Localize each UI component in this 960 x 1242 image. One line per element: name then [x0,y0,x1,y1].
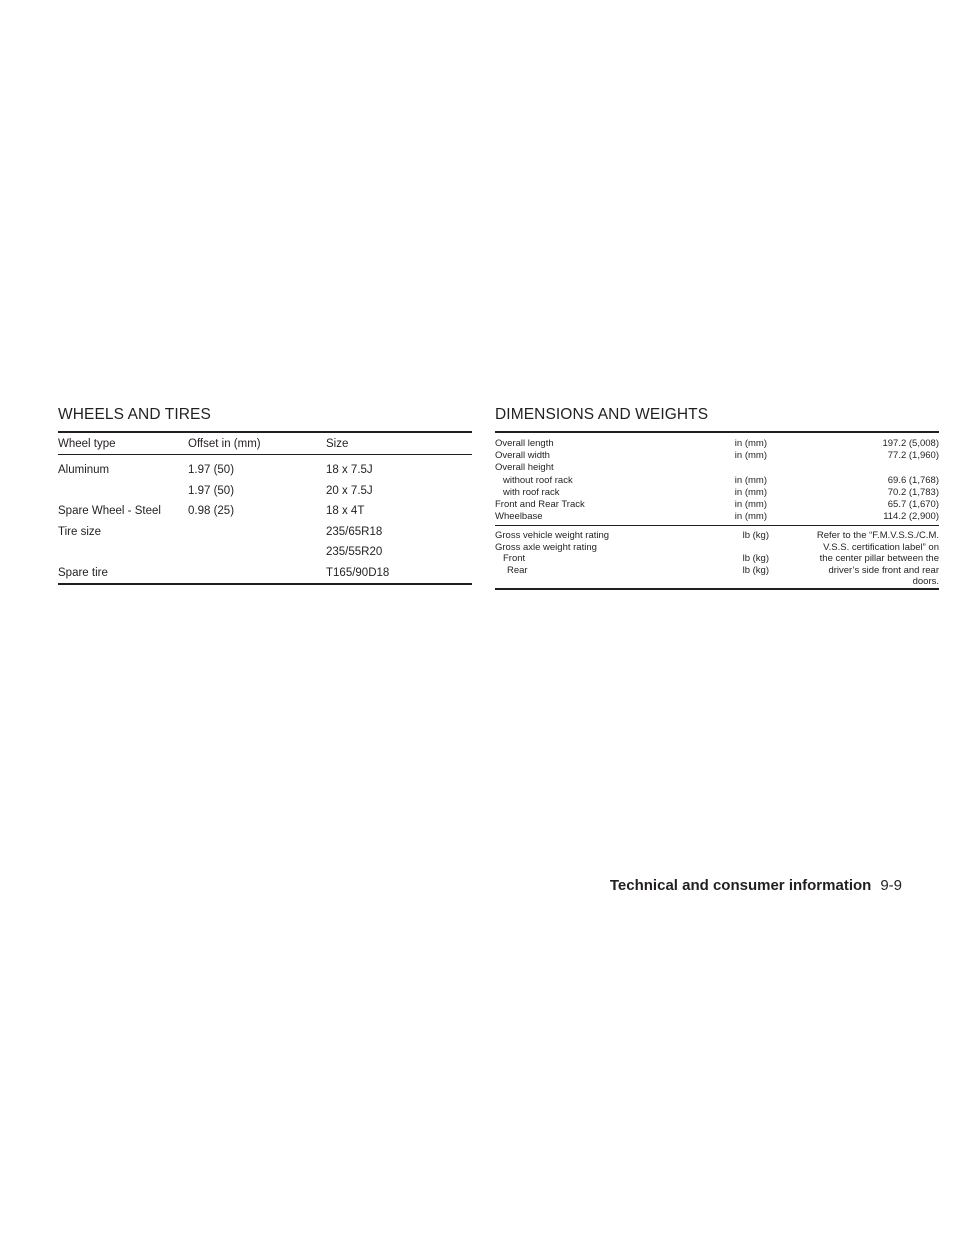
weights-labels [495,530,769,576]
wheel-type-cell [58,542,188,563]
dimension-value: 65.7 (1,670) [887,498,939,510]
offset-cell [188,522,326,543]
dimension-unit: in (mm) [734,498,767,510]
weights-block [495,526,939,590]
dimension-unit: in (mm) [734,450,767,462]
dimension-label: without roof rack [503,474,573,486]
size-cell: 18 x 7.5J [326,464,373,476]
weight-unit: lb (kg) [742,553,769,565]
weight-label: Gross axle weight rating [495,541,597,553]
dimensions-weights-table [495,431,939,590]
dimension-label: with roof rack [503,486,560,498]
size-cell: 235/65R18 [326,525,383,538]
table-row [58,563,472,585]
size-cell: T165/90D18 [326,563,472,585]
size-cell: 235/55R20 [326,546,383,558]
table-row [58,455,472,481]
weight-label: Gross vehicle weight rating [495,530,610,542]
table-row [495,487,939,499]
dimension-value: 114.2 (2,900) [883,511,939,523]
table-row [495,438,939,450]
note-line: the center pillar between the [819,553,939,565]
wheel-type-cell: Spare tire [58,563,188,585]
wheel-type-cell: Aluminum [58,464,110,476]
dimension-label: Overall height [495,462,554,474]
dimension-label: Wheelbase [495,511,543,523]
table-row [495,542,769,554]
dimension-unit: in (mm) [734,438,767,449]
table-row [58,542,472,563]
column-header-offset: Offset in (mm) [188,432,326,455]
offset-cell [188,542,326,563]
table-row [495,450,939,462]
size-cell: 18 x 4T [326,505,365,517]
weight-unit: lb (kg) [742,530,769,542]
wheel-type-cell: Spare Wheel - Steel [58,505,161,517]
table-row [495,565,769,577]
table-row [58,481,472,502]
wheel-type-cell [58,481,188,502]
weight-unit: lb (kg) [742,564,769,576]
table-row [495,499,939,511]
dimension-unit: in (mm) [734,474,767,486]
page-footer [610,877,902,894]
note-line: Refer to the “F.M.V.S.S./C.M. [816,530,939,542]
table-row [58,522,472,543]
note-line: V.S.S. certification label” on [823,541,939,553]
table-row [495,553,769,565]
size-cell: 20 x 7.5J [326,484,373,497]
table-row [58,501,472,522]
note-line: doors. [912,576,939,588]
table-row [495,530,769,542]
dimensions-block [495,433,939,526]
dimension-unit: in (mm) [734,486,767,498]
table-row [495,462,939,474]
offset-cell [188,563,326,585]
dimension-value: 70.2 (1,783) [887,486,939,498]
weights-note [771,530,939,588]
note-line: driver’s side front and rear [828,564,939,576]
dimension-label: Overall length [495,438,554,449]
column-header-wheel-type: Wheel type [58,432,188,455]
dimension-value: 69.6 (1,768) [887,474,939,486]
wheel-type-cell: Tire size [58,525,102,538]
weight-label: Front [503,553,526,565]
dimension-label: Overall width [495,450,550,462]
offset-cell: 0.98 (25) [188,505,235,517]
dimension-label: Front and Rear Track [495,498,585,510]
table-row [495,475,939,487]
offset-cell: 1.97 (50) [188,484,235,497]
wheels-tires-table [58,431,472,585]
chapter-title: Technical and consumer information [609,877,872,894]
dimension-value: 197.2 (5,008) [882,438,939,449]
dimension-value: 77.2 (1,960) [887,450,939,462]
dimensions-weights-heading: DIMENSIONS AND WEIGHTS [495,406,709,423]
offset-cell: 1.97 (50) [188,464,235,476]
weight-label: Rear [507,564,528,576]
wheels-tires-heading: WHEELS AND TIRES [58,406,211,423]
table-header-row [58,432,472,455]
column-header-size: Size [326,432,472,455]
dimension-unit: in (mm) [734,511,767,523]
table-row [495,511,939,523]
page-number: 9-9 [880,877,902,894]
